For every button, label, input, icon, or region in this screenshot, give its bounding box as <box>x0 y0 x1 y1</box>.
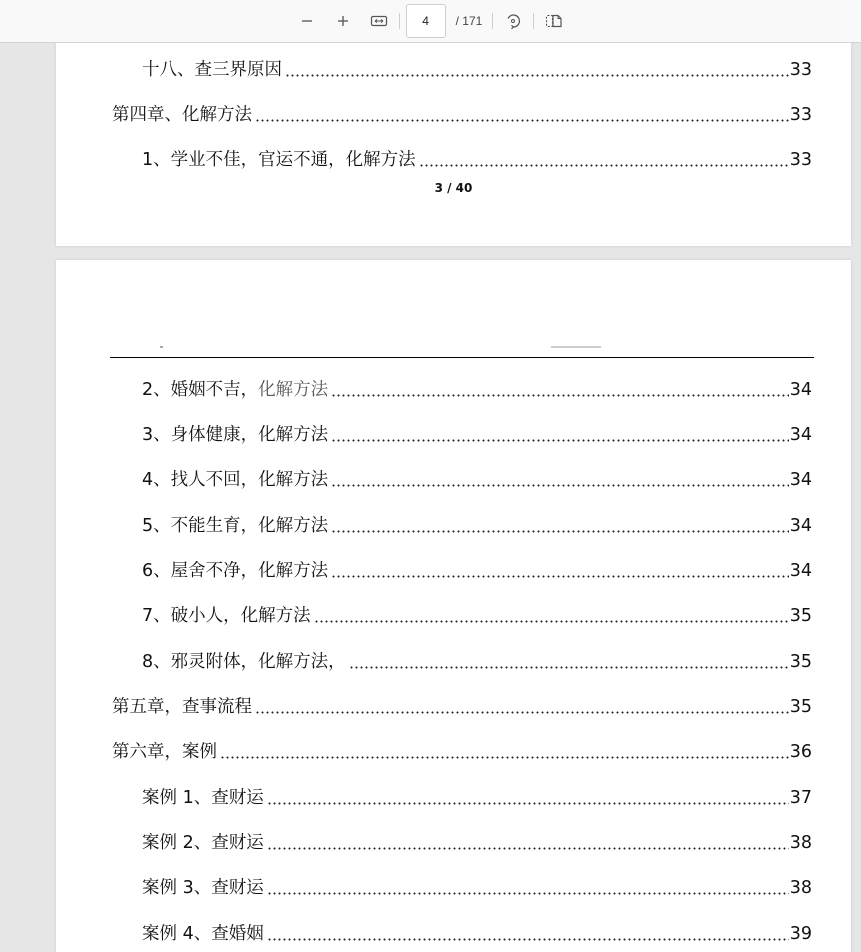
toc-entry-page: 37 <box>789 788 812 808</box>
rotate-button[interactable] <box>499 7 527 35</box>
fit-width-icon <box>370 14 388 28</box>
fit-width-button[interactable] <box>365 7 393 35</box>
dot-leader <box>267 890 789 896</box>
toc-entry-page: 34 <box>789 425 812 445</box>
toc-entry[interactable] <box>142 831 812 855</box>
toc-entry-page: 38 <box>789 833 812 853</box>
toc-entry-page: 35 <box>789 652 812 672</box>
pdf-page <box>56 260 851 952</box>
toc-entry-page: 34 <box>789 380 812 400</box>
dot-leader <box>285 72 789 78</box>
toc-entry[interactable] <box>142 423 812 447</box>
dot-leader <box>331 482 789 488</box>
toc-entry[interactable] <box>142 650 812 674</box>
dot-leader <box>349 664 789 670</box>
toc-entry-title: 8、邪灵附体，化解方法， <box>142 652 346 672</box>
dot-leader <box>267 845 789 851</box>
dot-leader <box>419 162 789 168</box>
toc-entry-title: 3、身体健康，化解方法 <box>142 425 329 445</box>
toc-entry-title: 6、屋舍不净，化解方法 <box>142 561 329 581</box>
toc-entry-title: 7、破小人，化解方法 <box>142 606 311 626</box>
two-page-view-icon <box>545 13 563 29</box>
plus-icon <box>336 14 350 28</box>
toc-entry[interactable] <box>142 468 812 492</box>
pdf-toolbar <box>0 0 861 43</box>
toc-entry[interactable] <box>142 604 812 628</box>
dot-leader <box>267 936 789 942</box>
dot-leader <box>255 117 789 123</box>
toc-entry-page: 35 <box>789 606 812 626</box>
page-total-label: / 171 <box>455 14 483 28</box>
page-footer: 3 / 40 <box>434 181 473 195</box>
toolbar-divider <box>533 13 534 29</box>
toc-entry-title: 案例 1、查财运 <box>142 788 264 808</box>
toc-entry-page: 36 <box>789 742 812 762</box>
toc-entry-page: 33 <box>789 105 812 125</box>
toc-entry[interactable] <box>142 559 812 583</box>
pdf-page <box>56 43 851 246</box>
toolbar-divider <box>399 13 400 29</box>
zoom-out-button[interactable] <box>293 7 321 35</box>
toc-entry-page: 34 <box>789 470 812 490</box>
toc-entry-title: 案例 4、查婚姻 <box>142 924 264 944</box>
toc-entry[interactable] <box>142 876 812 900</box>
two-page-view-button[interactable] <box>540 7 568 35</box>
toc-entry-title: 第四章、化解方法 <box>112 105 252 125</box>
dot-leader <box>331 573 789 579</box>
dot-leader <box>220 754 789 760</box>
dot-leader <box>267 800 789 806</box>
toc-entry-title: 2、婚姻不吉，化解方法 <box>142 380 329 400</box>
header-rule <box>110 357 814 358</box>
toc-entry[interactable] <box>142 378 812 402</box>
dot-leader <box>331 437 789 443</box>
toc-entry-title: 1、学业不佳，官运不通，化解方法 <box>142 150 416 170</box>
toc-entry[interactable] <box>142 922 812 946</box>
toc-entry[interactable] <box>142 514 812 538</box>
toc-entry[interactable] <box>112 103 812 127</box>
toc-entry-title: 案例 3、查财运 <box>142 878 264 898</box>
toc-entry[interactable] <box>142 148 812 172</box>
toc-entry-page: 35 <box>789 697 812 717</box>
toc-entry[interactable] <box>142 58 812 82</box>
zoom-in-button[interactable] <box>329 7 357 35</box>
toc-entry-page: 34 <box>789 561 812 581</box>
dot-leader <box>331 528 789 534</box>
toc-entry-title: 案例 2、查财运 <box>142 833 264 853</box>
dot-leader <box>331 392 789 398</box>
toc-entry-title: 4、找人不回，化解方法 <box>142 470 329 490</box>
toolbar-divider <box>492 13 493 29</box>
toc-entry[interactable] <box>142 786 812 810</box>
header-artifact <box>160 346 163 348</box>
toc-entry[interactable] <box>112 695 812 719</box>
toc-entry-title: 十八、查三界原因 <box>142 60 282 80</box>
page-number-input[interactable] <box>406 4 446 38</box>
dot-leader <box>255 709 789 715</box>
toc-entry-title: 5、不能生育，化解方法 <box>142 516 329 536</box>
rotate-icon <box>504 12 522 30</box>
minus-icon <box>300 14 314 28</box>
toc-entry-page: 33 <box>789 60 812 80</box>
toc-entry-title: 第六章，案例 <box>112 742 217 762</box>
toc-entry-title: 第五章，查事流程 <box>112 697 252 717</box>
toc-entry-page: 39 <box>789 924 812 944</box>
toc-entry-page: 33 <box>789 150 812 170</box>
document-viewer[interactable] <box>0 43 861 952</box>
header-artifact <box>551 346 601 348</box>
toc-entry-page: 34 <box>789 516 812 536</box>
dot-leader <box>314 618 789 624</box>
toc-entry-page: 38 <box>789 878 812 898</box>
toc-entry[interactable] <box>112 740 812 764</box>
